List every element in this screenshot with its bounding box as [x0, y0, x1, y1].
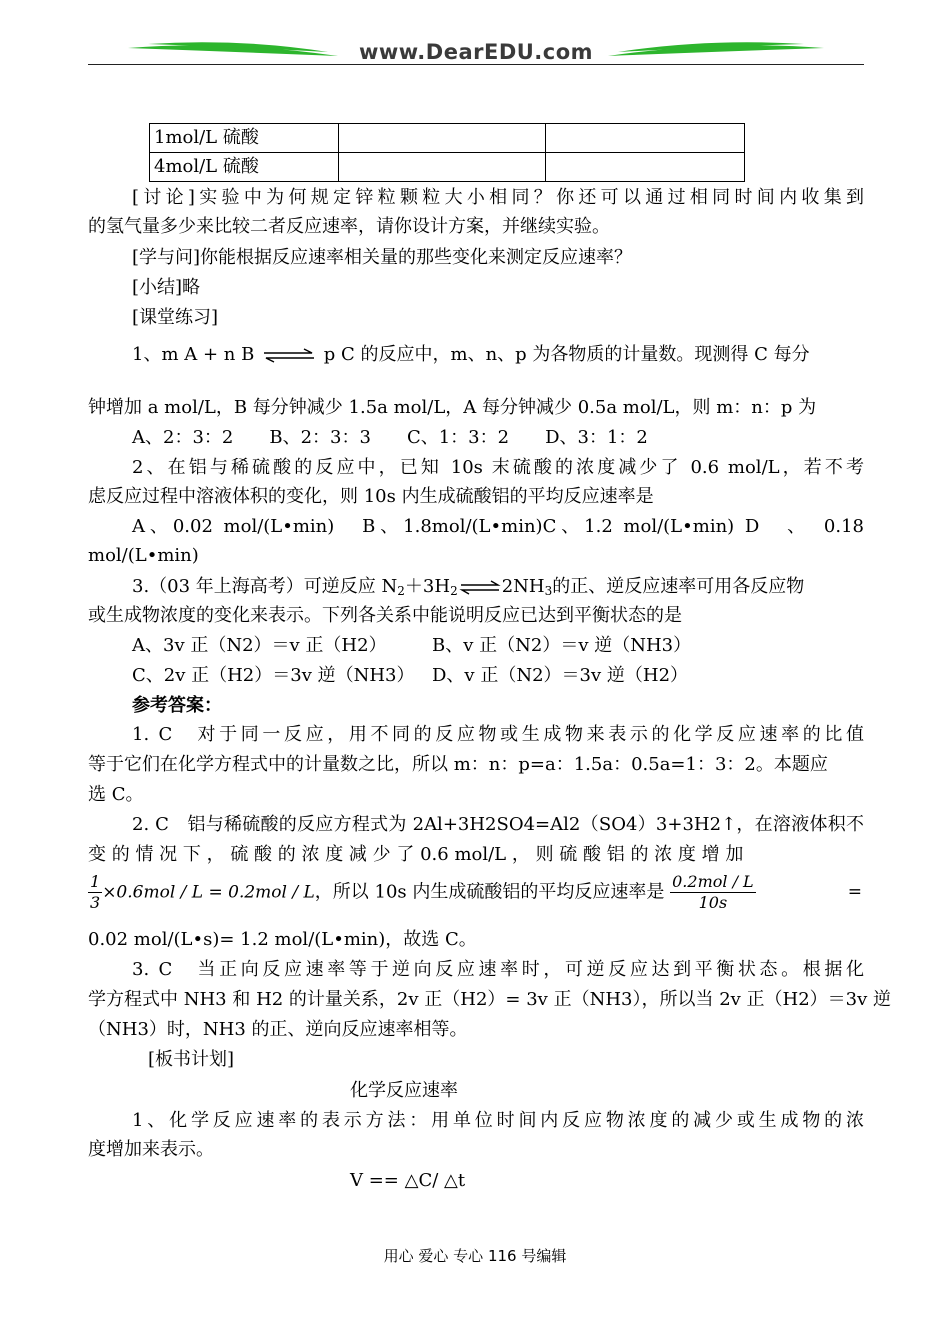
header-rule	[88, 64, 864, 65]
fraction-denominator: 10s	[698, 893, 728, 912]
question-3-line: 3.（03 年上海高考）可逆反应 $N_2+3H_2$ $2NH_3$的正、逆反应速率可用各反应物	[132, 576, 805, 598]
table-cell	[339, 124, 546, 153]
fraction-numerator: 0.2mol / L	[672, 872, 754, 891]
question-3-option-d: D、v 正（N2）＝3v 逆（H2）	[432, 665, 689, 686]
table-cell: 4mol/L 硫酸	[150, 153, 339, 182]
discuss-line: 的氢气量多少来比较二者反应速率，请你设计方案，并继续实验。	[88, 216, 610, 237]
board-line: 度增加来表示。	[88, 1139, 214, 1160]
table-row	[150, 124, 745, 153]
summary-line: [小结]略	[132, 277, 201, 298]
answer-1-line: 选 C。	[88, 784, 144, 805]
data-table	[149, 123, 745, 182]
answer-1-line: 等于它们在化学方程式中的计量数之比，所以 m：n：p=a：1.5a：0.5a=1：3：2。本题应	[88, 754, 828, 775]
question-3-line: 或生成物浓度的变化来表示。下列各关系中能说明反应已达到平衡状态的是	[88, 605, 682, 626]
answer-2-line: 变 的 情 况 下 ， 硫 酸 的 浓 度 减 少 了 0.6 mol/L ， 则 硫 酸 铝 的 浓 度 增 加	[88, 844, 744, 865]
question-2-line: 2、在铝与稀硫酸的反应中，已知 10s 末硫酸的浓度减少了 0.6 mol/L，若不考	[132, 457, 864, 478]
question-2-options: A、0.02 mol/(L•min) B、1.8mol/(L•min)C、1.2 mol/(L•min) D 、 0.18	[132, 516, 864, 537]
answer-2-math-line	[88, 872, 864, 913]
discuss-line: [讨论]实验中为何规定锌粒颗粒大小相同？你还可以通过相同时间内收集到	[132, 187, 864, 208]
fraction-numerator: 1	[90, 872, 101, 891]
q3-text: 3.（03 年上海高考）可逆反应 N	[132, 576, 398, 597]
question-2-line: 虑反应过程中溶液体积的变化，则 10s 内生成硫酸铝的平均反应速率是	[88, 486, 654, 507]
answer-2-line: 0.02 mol/(L•s)= 1.2 mol/(L•min)，故选 C。	[88, 929, 477, 950]
q1-rest: p C 的反应中，m、n、p 为各物质的计量数。现测得 C 每分	[323, 344, 810, 365]
equilibrium-arrow-icon	[260, 347, 318, 363]
board-line: 1、化学反应速率的表示方法：用单位时间内反应物浓度的减少或生成物的浓	[132, 1110, 864, 1131]
table-cell: 1mol/L 硫酸	[150, 124, 339, 153]
fraction	[670, 872, 756, 913]
answer-3-line: 学方程式中 NH3 和 H2 的计量关系，2v 正（H2）= 3v 正（NH3），所以当 2v 正（H2）＝3v 逆	[88, 989, 892, 1010]
board-title: 化学反应速率	[350, 1080, 458, 1101]
question-3-option-a: A、3v 正（N2）＝v 正（H2）	[132, 635, 387, 656]
table-cell	[339, 153, 546, 182]
page-header	[88, 38, 864, 70]
page-footer: 用心 爱心 专心 116 号编辑	[383, 1247, 567, 1265]
q1-reactants: 1、m A + n B	[132, 344, 255, 365]
equals-sign: =	[847, 882, 862, 902]
answer-3-line: 3. C 当正向反应速率等于逆向反应速率时，可逆反应达到平衡状态。根据化	[132, 959, 864, 980]
board-heading: [板书计划]	[148, 1049, 235, 1070]
site-brand: www.DearEDU.com	[358, 40, 594, 64]
question-3-option-c: C、2v 正（H2）＝3v 逆（NH3）	[132, 665, 415, 686]
table-cell	[546, 153, 745, 182]
math-expression: ×0.6mol / L = 0.2mol / L	[102, 882, 315, 903]
fraction	[88, 872, 102, 913]
answer-2-text: ，所以 10s 内生成硫酸铝的平均反应速率是	[314, 881, 665, 903]
question-1-line	[132, 340, 864, 370]
q3-text: 2NH	[501, 576, 545, 597]
answers-heading: 参考答案：	[132, 695, 222, 716]
learn-line: [学与问]你能根据反应速率相关量的那些变化来测定反应速率？	[132, 247, 633, 268]
q3-text: 的正、逆反应速率可用各反应物	[552, 576, 805, 597]
equilibrium-arrow-icon	[458, 579, 502, 595]
table-row	[150, 153, 745, 182]
question-1-line: 钟增加 a mol/L，B 每分钟减少 1.5a mol/L，A 每分钟减少 0.5a mol/L，则 m：n：p 为	[88, 397, 817, 418]
q3-text: ＋3H	[404, 576, 451, 597]
fraction-denominator: 3	[90, 893, 101, 912]
exercise-heading: [课堂练习]	[132, 307, 219, 328]
answer-3-line: （NH3）时，NH3 的正、逆向反应速率相等。	[88, 1019, 468, 1040]
question-3-option-b: B、v 正（N2）＝v 逆（NH3）	[432, 635, 692, 656]
table-cell	[546, 124, 745, 153]
question-2-options: mol/(L•min)	[88, 545, 199, 566]
rate-formula: V == △C/ △t	[350, 1170, 466, 1191]
question-1-options: A、2：3：2 B、2：3：3 C、1：3：2 D、3：1：2	[132, 427, 648, 448]
answer-2-line: 2. C 铝与稀硫酸的反应方程式为 2Al+3H2SO4=Al2（SO4）3+3H2↑，在溶液体积不	[132, 814, 864, 835]
answer-1-line: 1. C 对于同一反应，用不同的反应物或生成物来表示的化学反应速率的比值	[132, 724, 864, 745]
